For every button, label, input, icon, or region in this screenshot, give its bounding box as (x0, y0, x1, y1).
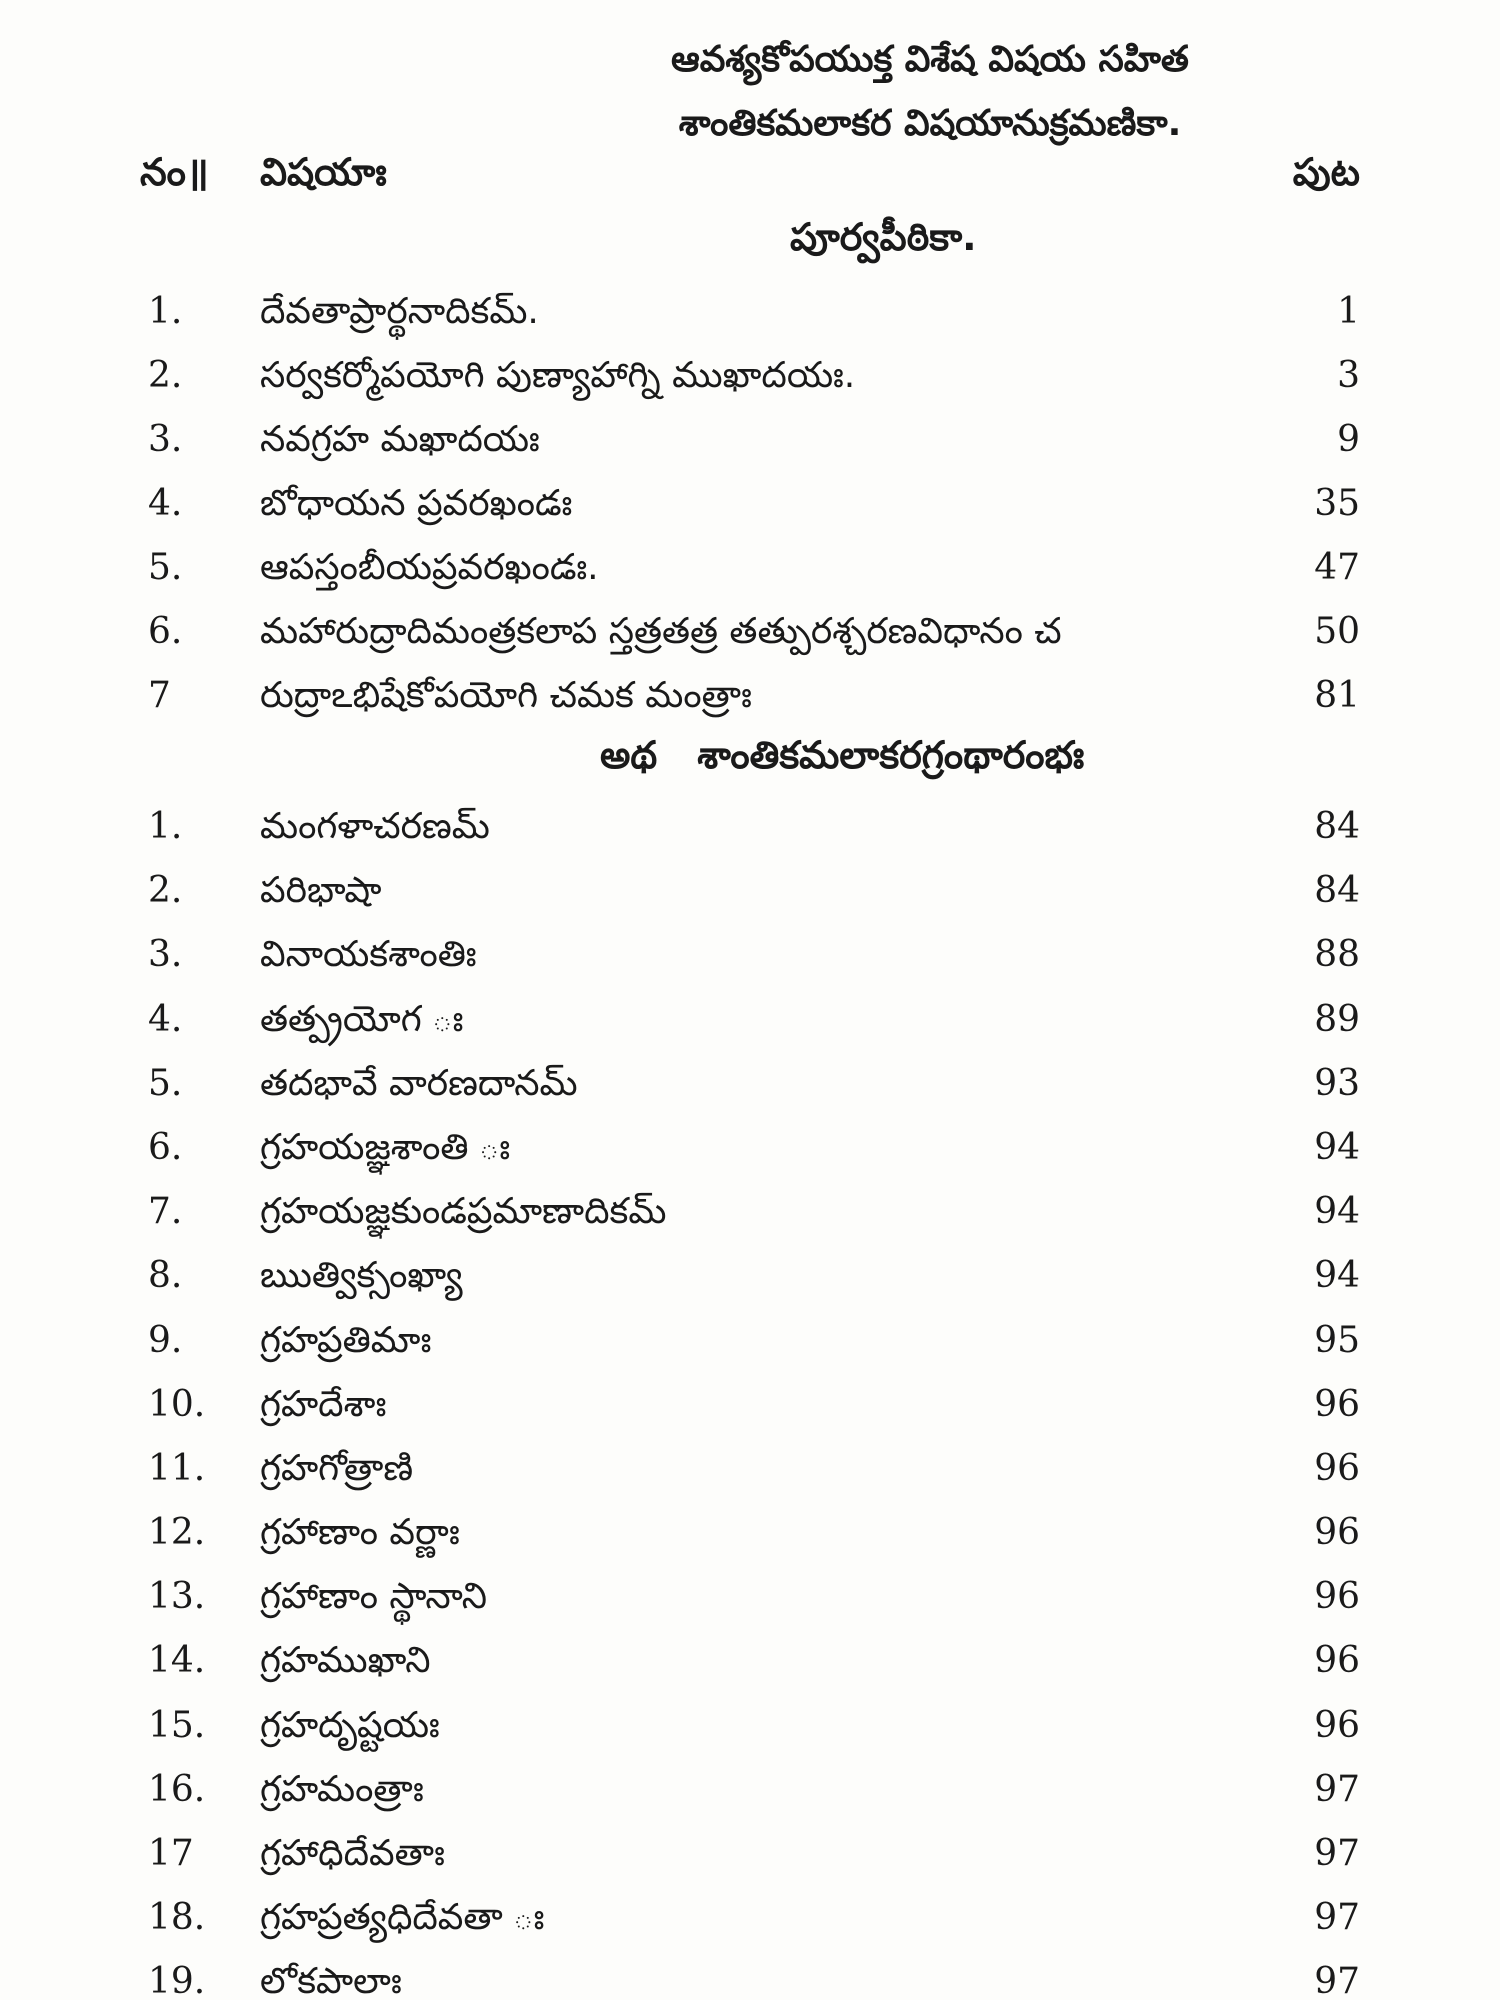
toc-item-text: గ్రహదేశాః (260, 1383, 387, 1425)
section-heading-purvapithika: పూర్వపీఠికా. (790, 215, 977, 259)
toc-item-number: 3. (148, 419, 183, 460)
toc-item-number: 5. (148, 547, 183, 588)
toc-row (140, 280, 1360, 344)
toc-item-number: 5. (148, 1062, 183, 1104)
toc-item-page: 81 (1314, 675, 1360, 716)
toc-item-page: 97 (1314, 1961, 1360, 2003)
toc-item-number: 1. (148, 806, 183, 847)
toc-row (140, 1116, 1360, 1180)
toc-item-number: 7 (148, 675, 171, 716)
toc-item-page: 96 (1314, 1704, 1360, 1746)
toc-item-text: గ్రహాణాం స్థానాని (260, 1576, 487, 1618)
toc-row (140, 408, 1360, 472)
toc-item-text: గ్రహదృష్టయః (260, 1704, 440, 1746)
toc-item-text: గ్రహాధిదేవతాః (260, 1833, 445, 1874)
toc-item-text: గ్రహగోత్రాణి (260, 1447, 414, 1489)
toc-item-text: ఋత్విక్సంఖ్యా (260, 1255, 463, 1297)
toc-row (140, 1244, 1360, 1308)
toc-item-number: 17 (148, 1833, 194, 1874)
toc-item-page: 97 (1314, 1897, 1360, 1939)
toc-item-number: 18. (148, 1897, 206, 1939)
toc-item-number: 2. (148, 355, 183, 396)
toc-item-number: 4. (148, 483, 183, 524)
toc-row (140, 1950, 1360, 2014)
toc-row (140, 1694, 1360, 1758)
toc-row (140, 1437, 1360, 1501)
toc-item-text: పరిభాషా (260, 870, 382, 912)
toc-item-page: 3 (1337, 355, 1360, 396)
toc-item-text: గ్రహప్రతిమాః (260, 1319, 432, 1361)
toc-item-page: 84 (1314, 806, 1360, 847)
toc-item-page: 84 (1314, 870, 1360, 912)
toc-item-number: 9. (148, 1319, 183, 1361)
toc-row (140, 795, 1360, 859)
toc-item-text: తత్ప్రయోగ ః (260, 998, 464, 1040)
toc-item-text: మహారుద్రాదిమంత్రకలాప స్తత్రతత్ర తత్పురశ్చరణవిధానం చ (260, 611, 1062, 652)
toc-item-number: 4. (148, 998, 183, 1040)
toc-item-text: దేవతాప్రార్థనాదికమ్. (260, 291, 539, 332)
toc-item-page: 35 (1314, 483, 1360, 524)
title-line-1: ఆవశ్యకోపయుక్త విశేష విషయ సహిత (671, 39, 1189, 80)
toc-row (140, 923, 1360, 987)
toc-item-number: 19. (148, 1961, 206, 2003)
toc-item-number: 2. (148, 870, 183, 912)
header-subject: విషయాః (260, 150, 387, 194)
toc-item-number: 16. (148, 1768, 206, 1810)
toc-item-number: 6. (148, 611, 183, 652)
toc-row (140, 1886, 1360, 1950)
toc-row (140, 1373, 1360, 1437)
title-line-2: శాంతికమలాకర విషయానుక్రమణికా. (678, 103, 1182, 144)
toc-item-page: 94 (1314, 1191, 1360, 1233)
toc-item-page: 97 (1314, 1833, 1360, 1874)
toc-item-number: 3. (148, 934, 183, 976)
toc-item-page: 89 (1314, 998, 1360, 1040)
toc-item-text: సర్వకర్మోపయోగి పుణ్యాహాగ్ని ముఖాదయః. (260, 355, 856, 396)
toc-item-text: లోకపాలాః (260, 1961, 402, 2003)
toc-row (140, 472, 1360, 536)
toc-list-section-2 (140, 795, 1360, 2015)
header-number: నం॥ (140, 150, 209, 194)
toc-row (140, 1052, 1360, 1116)
header-page: పుట (1292, 150, 1360, 194)
toc-item-number: 8. (148, 1255, 183, 1297)
toc-item-text: గ్రహముఖాని (260, 1640, 431, 1682)
toc-item-number: 11. (148, 1447, 206, 1489)
toc-row (140, 344, 1360, 408)
toc-item-text: రుద్రాఽభిషేకోపయోగి చమక మంత్రాః (260, 675, 752, 716)
toc-item-number: 12. (148, 1512, 206, 1554)
toc-item-page: 47 (1314, 547, 1360, 588)
document-title (520, 28, 1340, 156)
toc-item-page: 96 (1314, 1640, 1360, 1682)
toc-row (140, 1501, 1360, 1565)
toc-item-text: గ్రహయజ్ఞకుండప్రమాణాదికమ్ (260, 1191, 667, 1233)
toc-item-page: 96 (1314, 1447, 1360, 1489)
toc-row (140, 988, 1360, 1052)
toc-item-page: 9 (1337, 419, 1360, 460)
toc-item-page: 93 (1314, 1062, 1360, 1104)
toc-item-page: 96 (1314, 1512, 1360, 1554)
toc-item-text: గ్రహమంత్రాః (260, 1768, 424, 1810)
toc-item-number: 14. (148, 1640, 206, 1682)
toc-item-page: 96 (1314, 1383, 1360, 1425)
toc-item-page: 96 (1314, 1576, 1360, 1618)
toc-item-page: 95 (1314, 1319, 1360, 1361)
toc-item-text: గ్రహయజ్ఞశాంతి ః (260, 1126, 511, 1168)
toc-item-number: 6. (148, 1126, 183, 1168)
toc-item-page: 97 (1314, 1768, 1360, 1810)
toc-item-text: గ్రహాణాం వర్ణాః (260, 1512, 460, 1554)
toc-item-text: తదభావే వారణదానమ్ (260, 1062, 578, 1104)
toc-item-text: వినాయకశాంతిః (260, 934, 477, 976)
toc-row (140, 1180, 1360, 1244)
toc-item-page: 1 (1337, 291, 1360, 332)
toc-item-text: ఆపస్తంబీయప్రవరఖండః. (260, 547, 599, 588)
toc-row (140, 1758, 1360, 1822)
toc-item-page: 50 (1314, 611, 1360, 652)
toc-row (140, 1629, 1360, 1693)
toc-row (140, 664, 1360, 728)
toc-item-text: బోధాయన ప్రవరఖండః (260, 483, 573, 524)
toc-item-number: 1. (148, 291, 183, 332)
toc-row (140, 859, 1360, 923)
toc-item-number: 15. (148, 1704, 206, 1746)
section-heading-prefix: అథ (600, 733, 658, 777)
toc-row (140, 1309, 1360, 1373)
toc-row (140, 536, 1360, 600)
toc-row (140, 1565, 1360, 1629)
toc-row (140, 600, 1360, 664)
section-heading-granthārambha (600, 733, 1084, 787)
toc-item-text: గ్రహప్రత్యధిదేవతా ః (260, 1897, 545, 1939)
section-heading-main: శాంతికమలాకరగ్రంథారంభః (697, 733, 1085, 777)
table-header (140, 150, 1360, 210)
toc-item-text: నవగ్రహ మఖాదయః (260, 419, 540, 460)
toc-item-page: 94 (1314, 1126, 1360, 1168)
toc-item-number: 7. (148, 1191, 183, 1233)
toc-item-number: 10. (148, 1383, 206, 1425)
toc-item-page: 88 (1314, 934, 1360, 976)
toc-item-page: 94 (1314, 1255, 1360, 1297)
toc-item-text: మంగళాచరణమ్ (260, 806, 490, 847)
toc-list-section-1 (140, 280, 1360, 728)
toc-item-number: 13. (148, 1576, 206, 1618)
toc-row (140, 1822, 1360, 1886)
